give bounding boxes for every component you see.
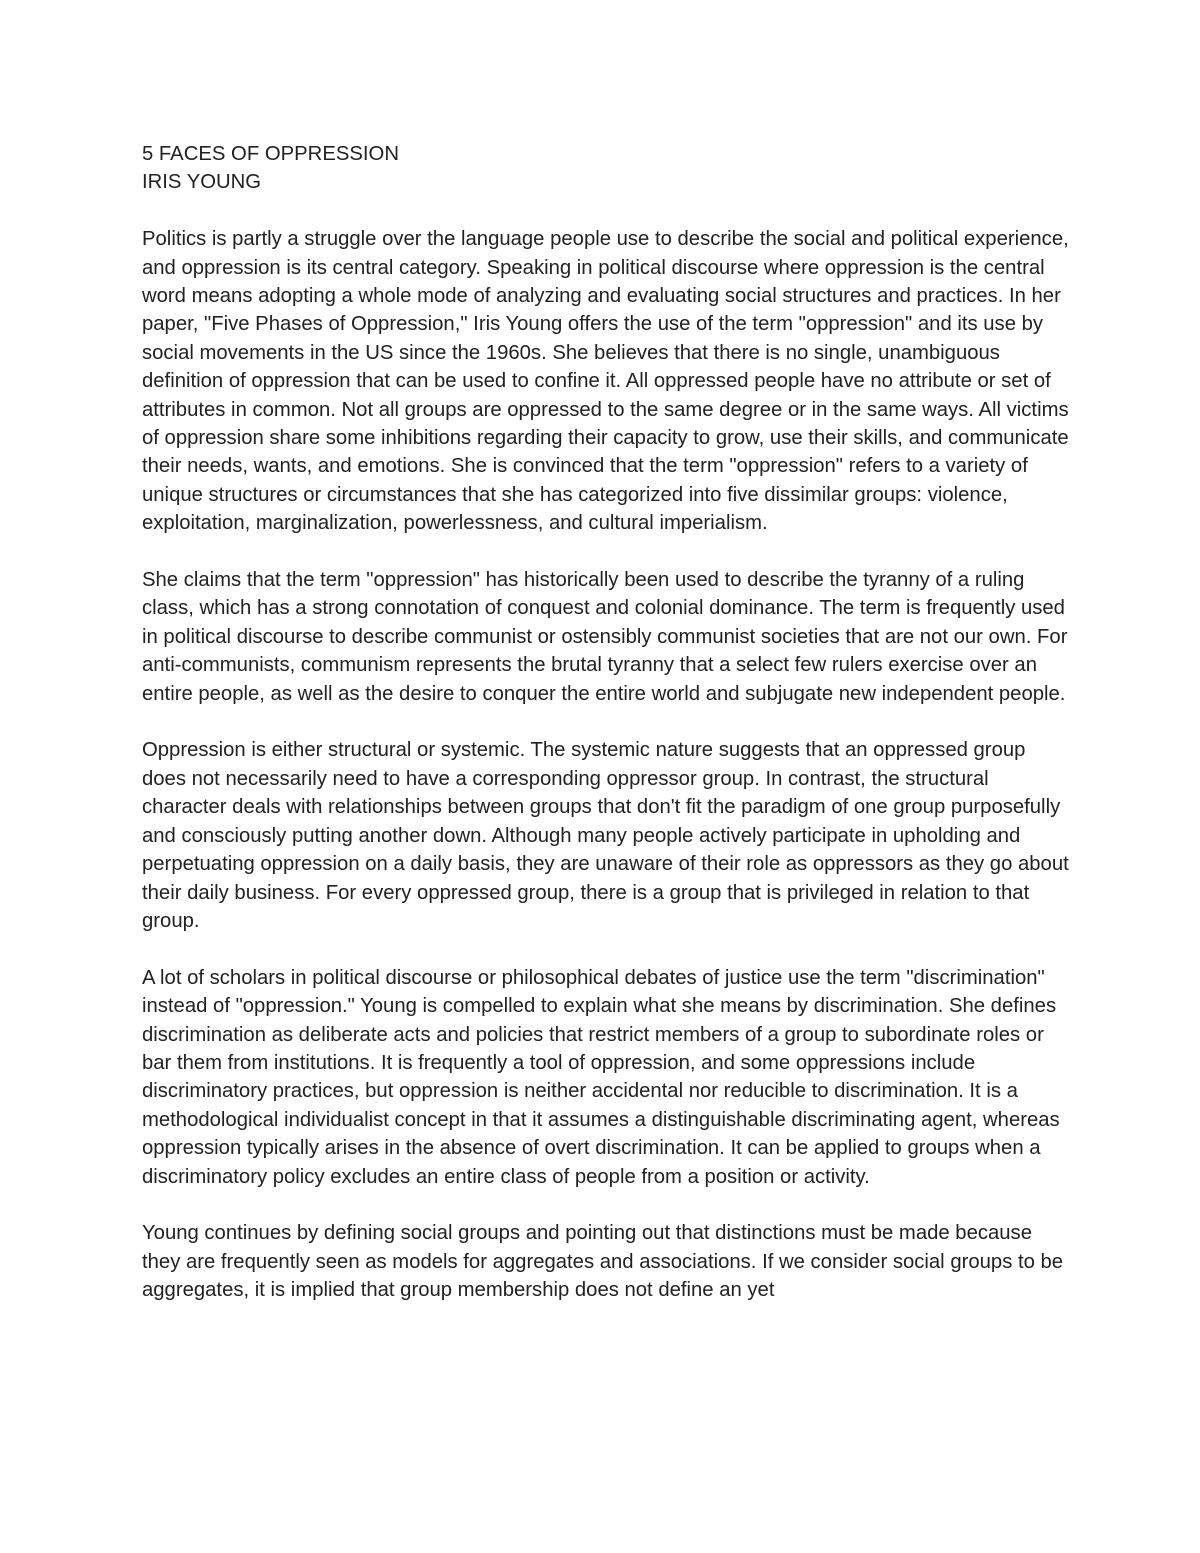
- paragraph-structural-systemic: Oppression is either structural or systemic. The systemic nature suggests that an oppressed group does not necessarily need to have a corresponding oppressor group. In contrast, the structural character deals with relationships between groups that don't fit the paradigm of one group purposefully and consciously putting another down. Although many people actively participate in upholding and perpetuating oppression on a daily basis, they are unaware of their role as oppressors as they go about their daily business. For every oppressed group, there is a group that is privileged in relation to that group.: [142, 739, 1069, 932]
- document-author: IRIS YOUNG: [142, 171, 262, 194]
- paragraph-history: She claims that the term "oppression" has historically been used to describe the tyranny of a ruling class, which has a strong connotation of conquest and colonial dominance. The term is frequently used in political discourse to describe communist or ostensibly communist societies that are not our own. For anti-communists, communism represents the brutal tyranny that a select few rulers exercise over an entire people, as well as the desire to conquer the entire world and subjugate new independent people.: [142, 569, 1068, 705]
- document-title: 5 FACES OF OPPRESSION: [142, 143, 399, 165]
- document-body: [142, 140, 1072, 1305]
- paragraph-social-groups: Young continues by defining social groups and pointing out that distinctions must be made because they are frequently seen as models for aggregates and associations. If we consider social groups to be aggregates, it is implied that group membership does not define an yet: [142, 1222, 1064, 1302]
- paragraph-intro: Politics is partly a struggle over the language people use to describe the social and political experience, and oppression is its central category. Speaking in political discourse where oppression is the central word means adopting a whole mode of analyzing and evaluating social structures and practices. In her paper, "Five Phases of Oppression," Iris Young offers the use of the term "oppression" and its use by social movements in the US since the 1960s. She believes that there is no single, unambiguous definition of oppression that can be used to confine it. All oppressed people have no attribute or set of attributes in common. Not all groups are oppressed to the same degree or in the same ways. All victims of oppression share some inhibitions regarding their capacity to grow, use their skills, and communicate their needs, wants, and emotions. She is convinced that the term "oppression" refers to a variety of unique structures or circumstances that she has categorized into five dissimilar groups: violence, exploitation, marginalization, powerlessness, and cultural imperialism.: [142, 228, 1069, 535]
- paragraph-discrimination: A lot of scholars in political discourse or philosophical debates of justice use the term "discrimination" instead of "oppression." Young is compelled to explain what she means by discrimination. She defines discrimination as deliberate acts and policies that restrict members of a group to subordinate roles or bar them from institutions. It is frequently a tool of oppression, and some oppressions include discriminatory practices, but oppression is neither accidental nor reducible to discrimination. It is a methodological individualist concept in that it assumes a distinguishable discriminating agent, whereas oppression typically arises in the absence of overt discrimination. It can be applied to groups when a discriminatory policy excludes an entire class of people from a position or activity.: [142, 966, 1060, 1188]
